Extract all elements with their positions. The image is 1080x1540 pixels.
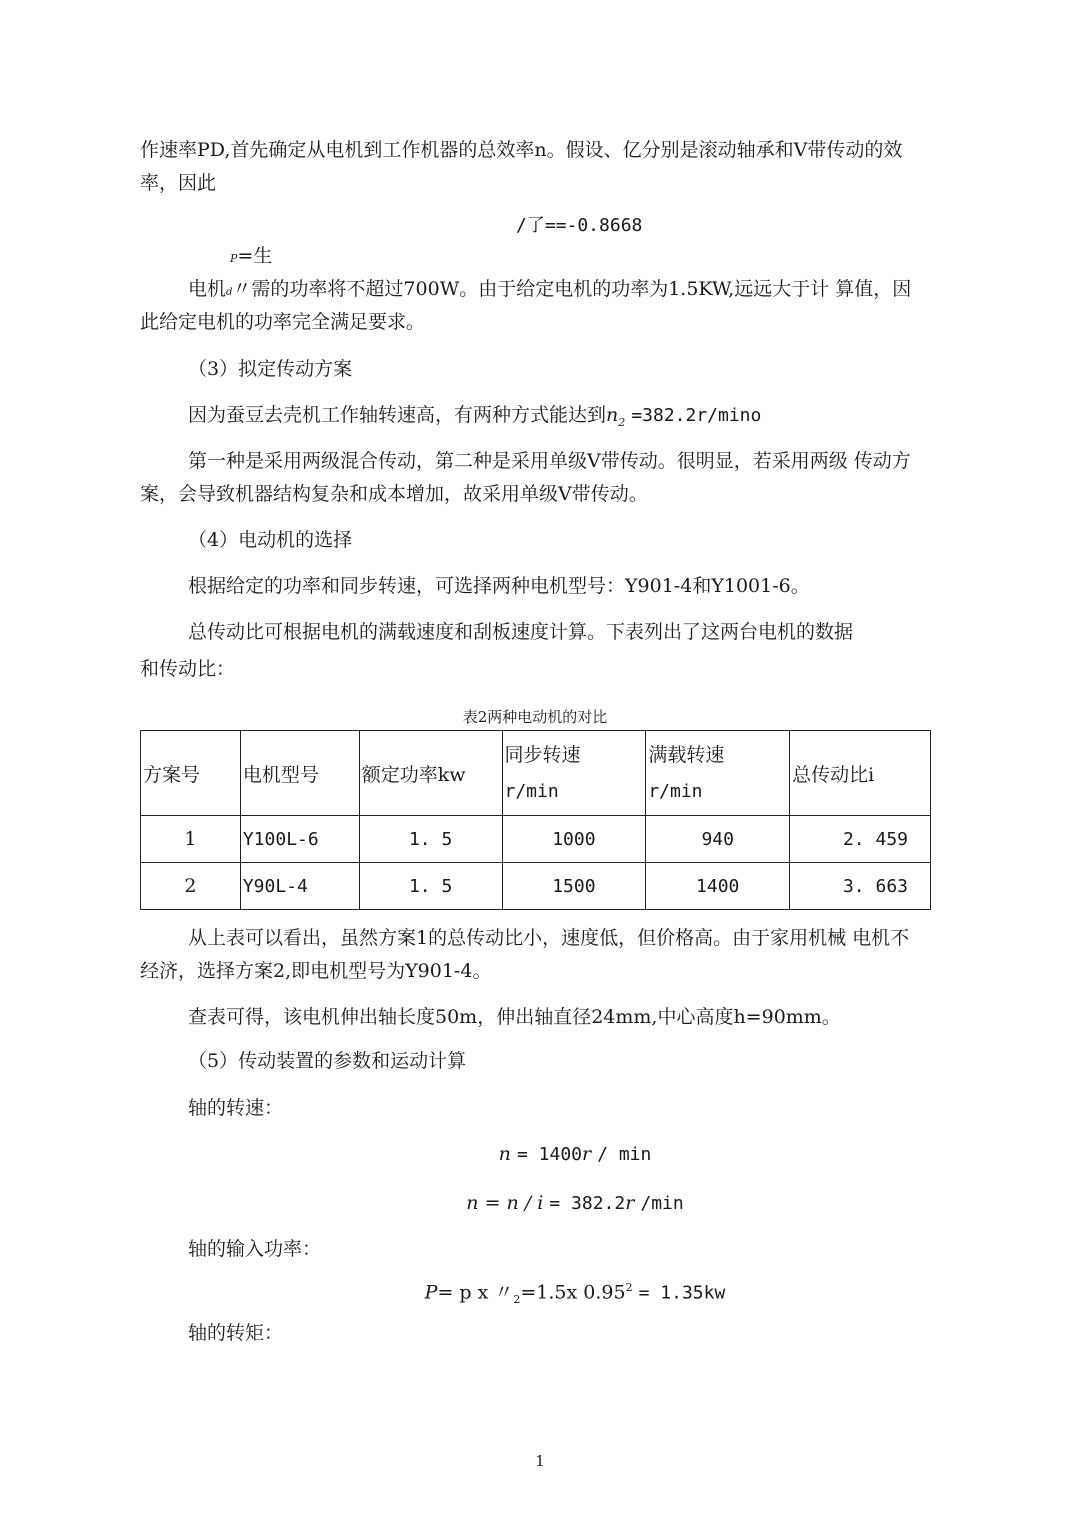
cell-motor-model: Y90L-4	[240, 863, 359, 910]
formula-efficiency: /了==-0.8668	[516, 215, 643, 236]
heading-transmission-plan: （3）拟定传动方案	[188, 358, 353, 380]
header-total-ratio: 总传动比i	[790, 731, 931, 816]
formula-speed-2: n = n / i = 382.2r /min	[466, 1192, 684, 1214]
paragraph-efficiency	[140, 134, 1010, 200]
label-shaft-speed: 轴的转速：	[188, 1097, 284, 1119]
table-row	[141, 816, 931, 863]
cell-total-ratio: 3. 663	[790, 863, 931, 910]
cell-full-load-speed: 940	[646, 816, 790, 863]
header-motor-model: 电机型号	[240, 731, 359, 816]
cell-rated-power: 1. 5	[359, 863, 502, 910]
header-sync-speed: 同步转速 r/min	[502, 731, 646, 816]
cell-plan-no: 2	[141, 863, 241, 910]
cell-sync-speed: 1000	[502, 816, 646, 863]
paragraph-motor-power: 电机d〃需的功率将不超过700W。由于给定电机的功率为1.5KW,远远大于计 算值，因	[188, 278, 912, 300]
table-header-row	[141, 731, 931, 816]
cell-total-ratio: 2. 459	[790, 816, 931, 863]
table-caption: 表2两种电动机的对比	[462, 708, 608, 726]
paragraph-ratio-intro-cont: 和传动比：	[140, 658, 236, 680]
paragraph-transmission-choice: 第一种是采用两级混合传动，第二种是采用单级V带传动。很明显，若采用两级 传动方	[188, 450, 911, 472]
paragraph-table-conclusion: 从上表可以看出，虽然方案1的总传动比小，速度低，但价格高。由于家用机械 电机不	[188, 927, 910, 949]
text-line: 率，因此	[140, 172, 217, 194]
table-row	[141, 863, 931, 910]
formula-power: P=生	[230, 245, 273, 267]
cell-rated-power: 1. 5	[359, 816, 502, 863]
label-input-power: 轴的输入功率：	[188, 1238, 322, 1260]
header-plan-no: 方案号	[141, 731, 241, 816]
header-full-load-speed: 满载转速 r/min	[646, 731, 790, 816]
paragraph-ratio-intro: 总传动比可根据电机的满载速度和刮板速度计算。下表列出了这两台电机的数据	[188, 621, 854, 643]
paragraph-speed-target: 因为蚕豆去壳机工作轴转速高，有两种方式能达到$n_2 =382.2r/\min o$	[188, 404, 762, 429]
header-rated-power: 额定功率kw	[359, 731, 502, 816]
label-shaft-torque: 轴的转矩：	[188, 1322, 284, 1344]
cell-full-load-speed: 1400	[646, 863, 790, 910]
cell-motor-model: Y100L-6	[240, 816, 359, 863]
formula-input-power: P= p x 〃$_2$=1.5x 0.95$^2$ = 1.35kw	[424, 1281, 726, 1307]
paragraph-motor-power-cont: 此给定电机的功率完全满足要求。	[140, 311, 426, 333]
heading-motor-selection: （4）电动机的选择	[188, 529, 353, 551]
cell-plan-no: 1	[141, 816, 241, 863]
motor-comparison-table	[140, 730, 931, 910]
paragraph-shaft-dimensions: 查表可得，该电机伸出轴长度50m，伸出轴直径24mm,中心高度h=90mm。	[188, 1006, 841, 1028]
paragraph-transmission-choice-cont: 案，会导致机器结构复杂和成本增加，故采用单级V带传动。	[140, 483, 648, 505]
text-line: 作速率PD,首先确定从电机到工作机器的总效率n。假设、亿分别是滚动轴承和V带传动的效	[140, 139, 903, 161]
heading-parameters-calculation: （5）传动装置的参数和运动计算	[188, 1050, 467, 1072]
paragraph-table-conclusion-cont: 经济，选择方案2,即电机型号为Y901-4。	[140, 960, 492, 982]
cell-sync-speed: 1500	[502, 863, 646, 910]
paragraph-motor-models: 根据给定的功率和同步转速，可选择两种电机型号：Y901-4和Y1001-6。	[188, 575, 810, 597]
page-number: 1	[535, 1452, 545, 1470]
formula-speed-1: n = 1400r / min	[498, 1143, 652, 1165]
